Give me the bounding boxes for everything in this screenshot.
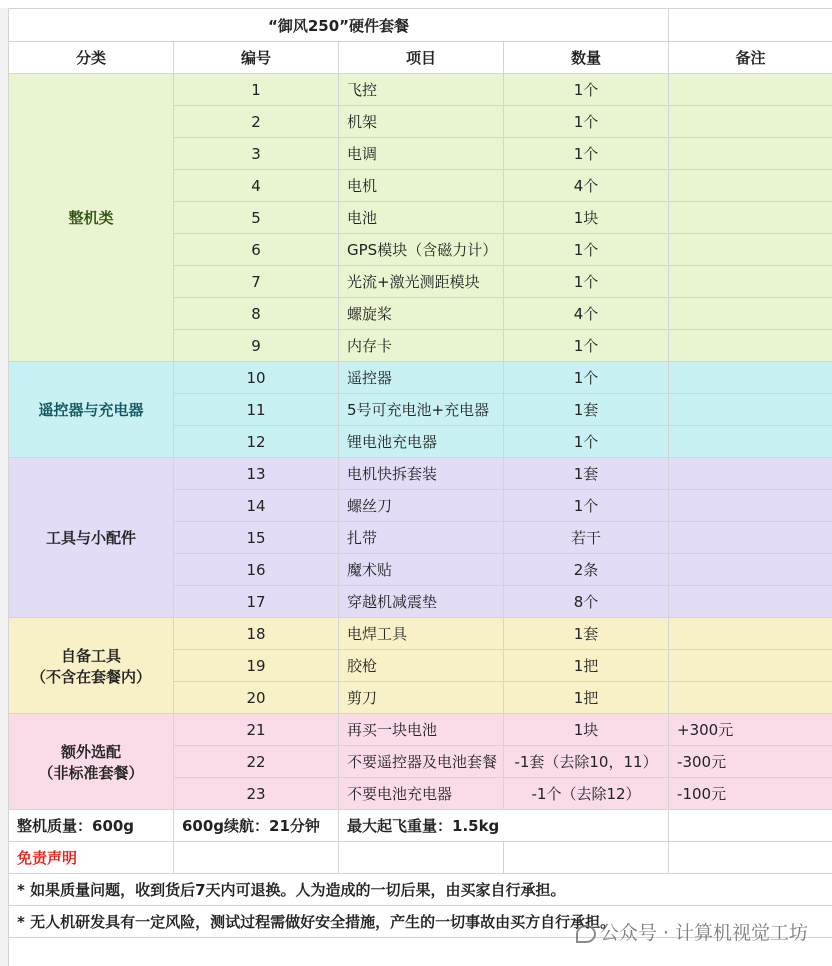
summary-row (9, 810, 832, 842)
remark-cell[interactable] (669, 554, 832, 586)
quantity-cell[interactable]: 1个 (504, 138, 669, 170)
number-cell[interactable]: 13 (174, 458, 339, 490)
category-cell[interactable] (9, 618, 174, 714)
remark-cell[interactable] (669, 362, 832, 394)
item-cell[interactable]: 不要电池充电器 (339, 778, 504, 810)
cell[interactable] (669, 842, 832, 874)
disclaimer-line-1[interactable]: * 如果质量问题，收到货后7天内可退换。人为造成的一切后果，由买家自行承担。 (9, 874, 832, 906)
quantity-cell[interactable]: 1个 (504, 426, 669, 458)
category-line1: 自备工具 (60, 646, 121, 665)
remark-cell[interactable] (669, 586, 832, 618)
hardware-table (8, 8, 832, 938)
number-cell[interactable]: 7 (174, 266, 339, 298)
number-cell[interactable]: 22 (174, 746, 339, 778)
quantity-cell[interactable]: 1个 (504, 106, 669, 138)
cell[interactable] (339, 842, 504, 874)
number-cell[interactable]: 23 (174, 778, 339, 810)
table-row (9, 618, 832, 650)
disclaimer-title[interactable]: 免责声明 (9, 842, 174, 874)
table-row (9, 362, 832, 394)
number-cell[interactable]: 18 (174, 618, 339, 650)
endurance-cell[interactable]: 600g续航：21分钟 (174, 810, 339, 842)
item-cell[interactable]: 扎带 (339, 522, 504, 554)
category-line2: （非标准套餐） (38, 763, 144, 782)
quantity-cell[interactable]: 2条 (504, 554, 669, 586)
remark-cell[interactable] (669, 458, 832, 490)
item-cell[interactable]: 电池 (339, 202, 504, 234)
remark-cell[interactable] (669, 682, 832, 714)
item-cell[interactable]: 穿越机减震垫 (339, 586, 504, 618)
remark-cell[interactable] (669, 74, 832, 106)
number-cell[interactable]: 12 (174, 426, 339, 458)
disclaimer-row (9, 874, 832, 906)
cell[interactable] (669, 9, 832, 42)
item-cell[interactable]: 魔术贴 (339, 554, 504, 586)
quantity-cell[interactable]: 1块 (504, 714, 669, 746)
number-cell[interactable]: 19 (174, 650, 339, 682)
number-cell[interactable]: 2 (174, 106, 339, 138)
category-cell[interactable]: 工具与小配件 (9, 458, 174, 618)
wechat-icon (576, 925, 596, 943)
item-cell[interactable]: 飞控 (339, 74, 504, 106)
item-cell[interactable]: 内存卡 (339, 330, 504, 362)
item-cell[interactable]: GPS模块（含磁力计） (339, 234, 504, 266)
quantity-cell[interactable]: 1个 (504, 266, 669, 298)
category-cell[interactable]: 整机类 (9, 74, 174, 362)
quantity-cell[interactable]: 1把 (504, 650, 669, 682)
disclaimer-line-2[interactable]: * 无人机研发具有一定风险，测试过程需做好安全措施，产生的一切事故由买方自行承担。 (9, 906, 832, 938)
quantity-cell[interactable]: 1个 (504, 490, 669, 522)
remark-cell[interactable] (669, 202, 832, 234)
number-cell[interactable]: 5 (174, 202, 339, 234)
number-cell[interactable]: 17 (174, 586, 339, 618)
table-row (9, 458, 832, 490)
remark-cell[interactable] (669, 522, 832, 554)
weight-cell[interactable]: 整机质量：600g (9, 810, 174, 842)
remark-cell[interactable] (669, 170, 832, 202)
max-takeoff-cell[interactable]: 最大起飞重量：1.5kg (339, 810, 669, 842)
remark-cell[interactable]: +300元 (669, 714, 832, 746)
cell[interactable] (174, 842, 339, 874)
quantity-cell[interactable]: 1个 (504, 330, 669, 362)
remark-cell[interactable] (669, 330, 832, 362)
header-number[interactable]: 编号 (174, 42, 339, 74)
watermark-text: 公众号 · 计算机视觉工坊 (599, 922, 808, 944)
remark-cell[interactable] (669, 490, 832, 522)
quantity-cell[interactable]: 若干 (504, 522, 669, 554)
item-cell[interactable]: 电机快拆套装 (339, 458, 504, 490)
remark-cell[interactable]: -100元 (669, 778, 832, 810)
category-cell[interactable]: 遥控器与充电器 (9, 362, 174, 458)
item-cell[interactable]: 螺丝刀 (339, 490, 504, 522)
item-cell[interactable]: 光流+激光测距模块 (339, 266, 504, 298)
number-cell[interactable]: 1 (174, 74, 339, 106)
header-category[interactable]: 分类 (9, 42, 174, 74)
category-line2: （不含在套餐内） (30, 667, 151, 686)
item-cell[interactable]: 机架 (339, 106, 504, 138)
remark-cell[interactable] (669, 650, 832, 682)
category-line1: 额外选配 (60, 742, 121, 761)
number-cell[interactable]: 11 (174, 394, 339, 426)
remark-cell[interactable] (669, 138, 832, 170)
item-cell[interactable]: 再买一块电池 (339, 714, 504, 746)
quantity-cell[interactable]: 1把 (504, 682, 669, 714)
quantity-cell[interactable]: 1套 (504, 394, 669, 426)
table-row (9, 74, 832, 106)
quantity-cell[interactable]: 4个 (504, 170, 669, 202)
cell[interactable] (669, 810, 832, 842)
remark-cell[interactable] (669, 298, 832, 330)
remark-cell[interactable] (669, 426, 832, 458)
header-item[interactable]: 项目 (339, 42, 504, 74)
number-cell[interactable]: 10 (174, 362, 339, 394)
remark-cell[interactable]: -300元 (669, 746, 832, 778)
quantity-cell[interactable]: 1个 (504, 74, 669, 106)
number-cell[interactable]: 9 (174, 330, 339, 362)
remark-cell[interactable] (669, 266, 832, 298)
quantity-cell[interactable]: -1套（去除10，11） (504, 746, 669, 778)
quantity-cell[interactable]: 8个 (504, 586, 669, 618)
quantity-cell[interactable]: 1套 (504, 458, 669, 490)
number-cell[interactable]: 3 (174, 138, 339, 170)
number-cell[interactable]: 16 (174, 554, 339, 586)
cell[interactable] (504, 842, 669, 874)
number-cell[interactable]: 8 (174, 298, 339, 330)
number-cell[interactable]: 21 (174, 714, 339, 746)
number-cell[interactable]: 14 (174, 490, 339, 522)
item-cell[interactable]: 电焊工具 (339, 618, 504, 650)
remark-cell[interactable] (669, 234, 832, 266)
item-cell[interactable]: 5号可充电池+充电器 (339, 394, 504, 426)
remark-cell[interactable] (669, 394, 832, 426)
number-cell[interactable]: 4 (174, 170, 339, 202)
quantity-cell[interactable]: 1个 (504, 234, 669, 266)
remark-cell[interactable] (669, 106, 832, 138)
category-cell[interactable] (9, 714, 174, 810)
quantity-cell[interactable]: -1个（去除12） (504, 778, 669, 810)
quantity-cell[interactable]: 1块 (504, 202, 669, 234)
item-cell[interactable]: 胶枪 (339, 650, 504, 682)
quantity-cell[interactable]: 1套 (504, 618, 669, 650)
item-cell[interactable]: 遥控器 (339, 362, 504, 394)
item-cell[interactable]: 锂电池充电器 (339, 426, 504, 458)
watermark (576, 918, 808, 945)
number-cell[interactable]: 20 (174, 682, 339, 714)
header-quantity[interactable]: 数量 (504, 42, 669, 74)
table-title[interactable]: “御风250”硬件套餐 (9, 9, 669, 42)
remark-cell[interactable] (669, 618, 832, 650)
quantity-cell[interactable]: 1个 (504, 362, 669, 394)
column-header-strip (0, 0, 832, 8)
item-cell[interactable]: 剪刀 (339, 682, 504, 714)
header-remark[interactable]: 备注 (669, 42, 832, 74)
number-cell[interactable]: 6 (174, 234, 339, 266)
number-cell[interactable]: 15 (174, 522, 339, 554)
table-row (9, 714, 832, 746)
item-cell[interactable]: 螺旋桨 (339, 298, 504, 330)
item-cell[interactable]: 电机 (339, 170, 504, 202)
disclaimer-title-row (9, 842, 832, 874)
item-cell[interactable]: 电调 (339, 138, 504, 170)
item-cell[interactable]: 不要遥控器及电池套餐 (339, 746, 504, 778)
quantity-cell[interactable]: 4个 (504, 298, 669, 330)
